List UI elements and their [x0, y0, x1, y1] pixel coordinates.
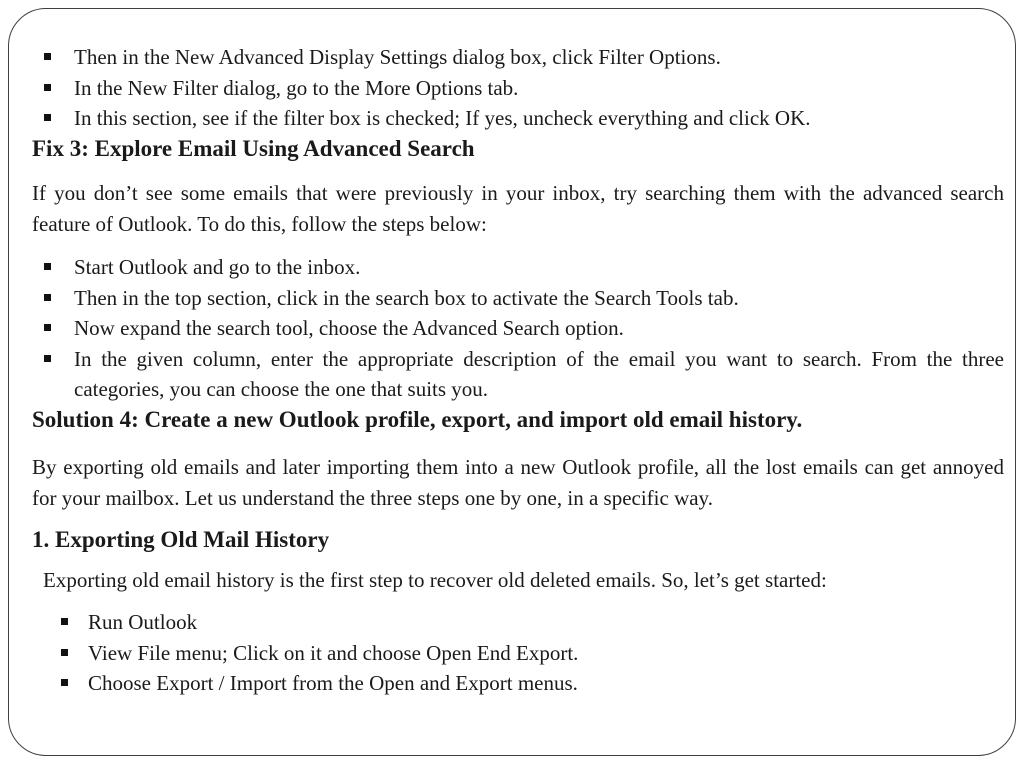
- list-item-text: Start Outlook and go to the inbox.: [74, 255, 361, 279]
- list-item-text: Now expand the search tool, choose the Advanced Search option.: [74, 316, 624, 340]
- list-item-text: View File menu; Click on it and choose Open End Export.: [88, 640, 579, 665]
- list-item: [32, 313, 1004, 344]
- filter-steps-list: [32, 42, 1004, 134]
- slide-content: [32, 42, 1004, 699]
- list-item-text: Choose Export / Import from the Open and Export menus.: [88, 671, 578, 695]
- bullet-icon: [44, 53, 51, 60]
- bullet-icon: [61, 618, 68, 625]
- list-item: [32, 668, 1004, 699]
- list-item: [32, 42, 1004, 73]
- bullet-icon: [44, 324, 51, 331]
- bullet-icon: [61, 649, 68, 656]
- bullet-icon: [44, 263, 51, 270]
- search-steps-list: [32, 252, 1004, 405]
- heading-step1: 1. Exporting Old Mail History: [32, 527, 330, 552]
- heading-solution4: Solution 4: Create a new Outlook profile, export, and import old email history.: [32, 406, 803, 432]
- list-item-text: Then in the New Advanced Display Settings dialog box, click Filter Options.: [74, 45, 721, 69]
- list-item: [32, 73, 1004, 104]
- list-item: [32, 252, 1004, 283]
- list-item-text: In the New Filter dialog, go to the More Options tab.: [74, 75, 519, 100]
- heading-fix3: Fix 3: Explore Email Using Advanced Search: [32, 135, 475, 161]
- list-item: [32, 607, 1004, 638]
- bullet-icon: [61, 679, 68, 686]
- paragraph-solution4: By exporting old emails and later importing them into a new Outlook profile, all the lost emails can get annoyed for your mailbox. Let us understand the three steps one by one, in a specific way.: [32, 455, 1004, 510]
- list-item-text: In this section, see if the filter box is checked; If yes, uncheck everything and click OK.: [74, 106, 811, 130]
- export-steps-list: [32, 607, 1004, 699]
- list-item-text: Then in the top section, click in the search box to activate the Search Tools tab.: [74, 285, 739, 310]
- list-item: [32, 638, 1004, 669]
- bullet-icon: [44, 355, 51, 362]
- list-item: [32, 103, 1004, 134]
- list-item: [32, 283, 1004, 314]
- bullet-icon: [44, 114, 51, 121]
- list-item: [32, 344, 1004, 405]
- list-item-text: Run Outlook: [88, 610, 198, 634]
- list-item-text: In the given column, enter the appropriate description of the email you want to search. From the three categories, you can choose the one that suits you.: [74, 346, 1004, 401]
- bullet-icon: [44, 84, 51, 91]
- paragraph-fix3: If you don’t see some emails that were previously in your inbox, try searching them with the advanced search feature of Outlook. To do this, follow the steps below:: [32, 181, 1004, 236]
- bullet-icon: [44, 294, 51, 301]
- paragraph-step1: Exporting old email history is the first step to recover old deleted emails. So, let’s get started:: [43, 567, 827, 592]
